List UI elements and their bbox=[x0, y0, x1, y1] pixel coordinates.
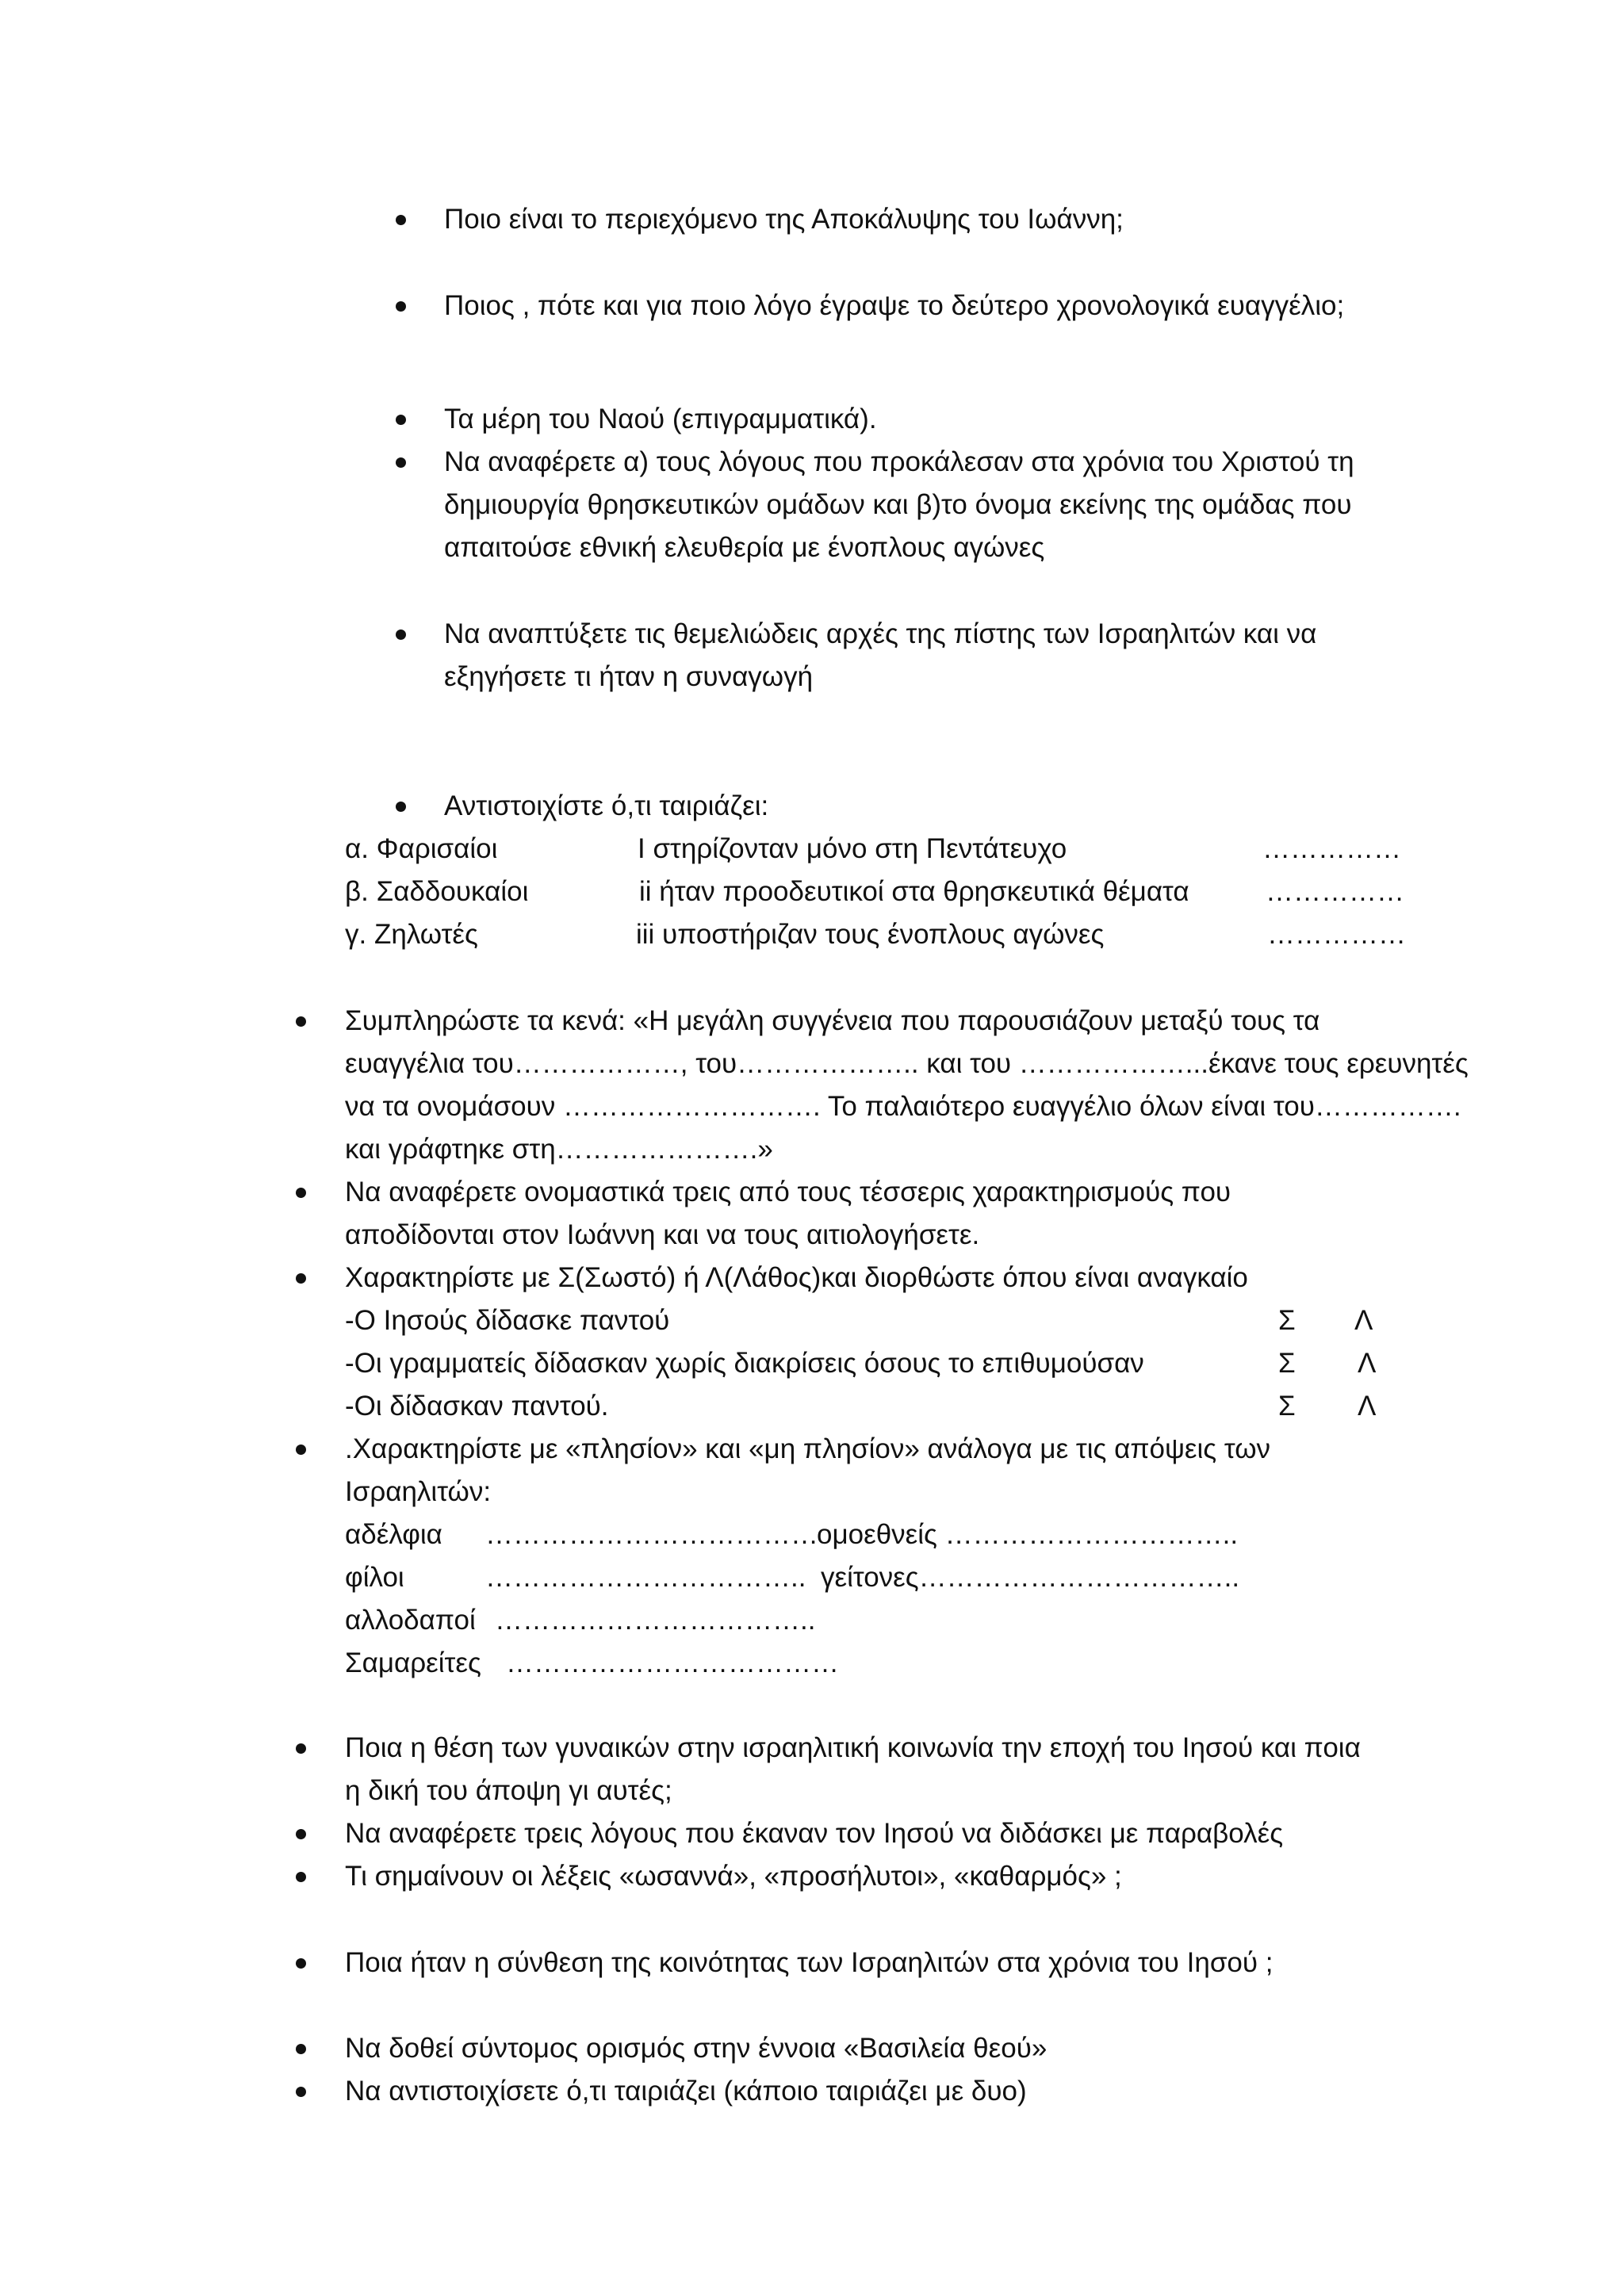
bullet-icon bbox=[296, 2044, 306, 2054]
fill-blanks-text: ευαγγέλια του………………, του……………….. και του ………………...έκανε τους ερευνητές bbox=[345, 1048, 1469, 1079]
question-text: Ποιο είναι το περιεχόμενο της Αποκάλυψης του Ιωάννη; bbox=[444, 204, 1124, 235]
true-option[interactable]: Σ bbox=[1278, 1348, 1296, 1379]
matching-middle: Ι στηρίζονταν μόνο στη Πεντάτευχο bbox=[638, 833, 1067, 864]
bullet-icon bbox=[396, 301, 406, 312]
bullet-icon bbox=[396, 802, 406, 812]
bullet-icon bbox=[296, 1743, 306, 1754]
matching-left: β. Σαδδουκαίοι bbox=[345, 876, 529, 907]
question-text: Αντιστοιχίστε ό,τι ταιριάζει: bbox=[444, 790, 769, 821]
neighbor-term: ομοεθνείς ………………………….. bbox=[817, 1519, 1239, 1550]
bullet-icon bbox=[296, 1829, 306, 1839]
question-text: Ποιος , πότε και για ποιο λόγο έγραψε το δεύτερο χρονολογικά ευαγγέλιο; bbox=[444, 290, 1345, 321]
question-text: Να αναπτύξετε τις θεμελιώδεις αρχές της πίστης των Ισραηλιτών και να bbox=[444, 618, 1317, 649]
question-text: δημιουργία θρησκευτικών ομάδων και β)το όνομα εκείνης της ομάδας που bbox=[444, 489, 1352, 520]
true-option[interactable]: Σ bbox=[1278, 1391, 1296, 1422]
bullet-icon bbox=[396, 415, 406, 425]
question-text: Να αναφέρετε α) τους λόγους που προκάλεσαν στα χρόνια του Χριστού τη bbox=[444, 446, 1354, 477]
bullet-icon bbox=[296, 1958, 306, 1969]
neighbor-term: αδέλφια bbox=[345, 1519, 442, 1550]
bullet-icon bbox=[296, 1872, 306, 1882]
bullet-icon bbox=[296, 2087, 306, 2097]
matching-blank: …………… bbox=[1262, 833, 1401, 864]
bullet-icon bbox=[396, 215, 406, 225]
bullet-icon bbox=[396, 629, 406, 640]
true-false-statement: -Ο Ιησούς δίδασκε παντού bbox=[345, 1305, 670, 1336]
bullet-icon bbox=[296, 1273, 306, 1284]
bullet-icon bbox=[296, 1188, 306, 1198]
question-text: απαιτούσε εθνική ελευθερία με ένοπλους αγώνες bbox=[444, 532, 1045, 563]
true-false-heading: Χαρακτηρίστε με Σ(Σωστό) ή Λ(Λάθος)και διορθώστε όπου είναι αναγκαίο bbox=[345, 1262, 1248, 1293]
question-text: Να αντιστοιχίσετε ό,τι ταιριάζει (κάποιο ταιριάζει με δυο) bbox=[345, 2076, 1027, 2107]
question-text: Να αναφέρετε ονομαστικά τρεις από τους τέσσερις χαρακτηρισμούς που bbox=[345, 1177, 1231, 1207]
neighbor-blank: …………………………….. bbox=[495, 1605, 816, 1636]
bullet-icon bbox=[396, 457, 406, 468]
fill-blanks-text: να τα ονομάσουν ………………………. Το παλαιότερο ευαγγέλιο όλων είναι του……………. bbox=[345, 1091, 1461, 1122]
false-option[interactable]: Λ bbox=[1358, 1391, 1377, 1422]
neighbor-term: Σαμαρείτες bbox=[345, 1647, 481, 1678]
question-text: εξηγήσετε τι ήταν η συναγωγή bbox=[444, 661, 814, 692]
matching-middle: ii ήταν προοδευτικοί στα θρησκευτικά θέματα bbox=[639, 876, 1189, 907]
question-text: Να αναφέρετε τρεις λόγους που έκαναν τον Ιησού να διδάσκει με παραβολές bbox=[345, 1818, 1284, 1849]
false-option[interactable]: Λ bbox=[1358, 1348, 1377, 1379]
neighbor-term: γείτονες…………………………….. bbox=[821, 1562, 1240, 1593]
neighbor-blank: ……………………………… bbox=[506, 1647, 839, 1678]
matching-left: α. Φαρισαίοι bbox=[345, 833, 498, 864]
bullet-icon bbox=[296, 1445, 306, 1455]
question-text: Να δοθεί σύντομος ορισμός στην έννοια «Βασιλεία θεού» bbox=[345, 2033, 1048, 2064]
neighbor-term: φίλοι bbox=[345, 1562, 404, 1593]
false-option[interactable]: Λ bbox=[1354, 1305, 1373, 1336]
bullet-icon bbox=[296, 1016, 306, 1027]
question-text: Τι σημαίνουν οι λέξεις «ωσαννά», «προσήλυτοι», «καθαρμός» ; bbox=[345, 1861, 1122, 1892]
fill-blanks-text: και γράφτηκε στη………………….» bbox=[345, 1134, 773, 1165]
question-text: αποδίδονται στον Ιωάννη και να τους αιτιολογήσετε. bbox=[345, 1219, 980, 1250]
neighbor-blank: …………………………….. bbox=[485, 1562, 806, 1593]
question-text: Ποια η θέση των γυναικών στην ισραηλιτική κοινωνία την εποχή του Ιησού και ποια bbox=[345, 1732, 1361, 1763]
neighbor-heading: Ισραηλιτών: bbox=[345, 1476, 492, 1507]
matching-blank: …………… bbox=[1267, 919, 1406, 950]
question-text: η δική του άποψη γι αυτές; bbox=[345, 1775, 672, 1806]
matching-left: γ. Ζηλωτές bbox=[345, 919, 478, 950]
matching-middle: iii υποστήριζαν τους ένοπλους αγώνες bbox=[636, 919, 1105, 950]
fill-blanks-text: Συμπληρώστε τα κενά: «Η μεγάλη συγγένεια που παρουσιάζουν μεταξύ τους τα bbox=[345, 1005, 1320, 1036]
matching-blank: …………… bbox=[1266, 876, 1404, 907]
true-false-statement: -Οι γραμματείς δίδασκαν χωρίς διακρίσεις όσους το επιθυμούσαν bbox=[345, 1348, 1144, 1379]
question-text: Τα μέρη του Ναού (επιγραμματικά). bbox=[444, 404, 877, 434]
neighbor-heading: .Χαρακτηρίστε με «πλησίον» και «μη πλησίον» ανάλογα με τις απόψεις των bbox=[345, 1433, 1271, 1464]
neighbor-blank: ……………………………… bbox=[485, 1519, 818, 1550]
neighbor-term: αλλοδαποί bbox=[345, 1605, 476, 1636]
true-option[interactable]: Σ bbox=[1278, 1305, 1296, 1336]
true-false-statement: -Οι δίδασκαν παντού. bbox=[345, 1391, 609, 1422]
question-text: Ποια ήταν η σύνθεση της κοινότητας των Ισραηλιτών στα χρόνια του Ιησού ; bbox=[345, 1947, 1274, 1978]
